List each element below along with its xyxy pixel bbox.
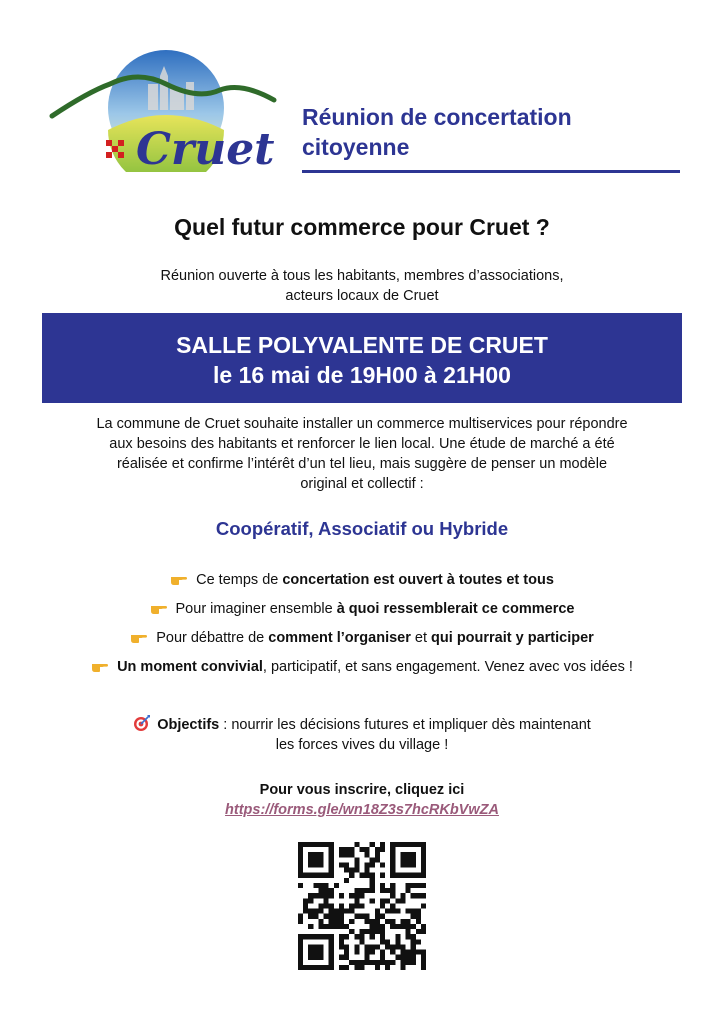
qr-module	[344, 924, 349, 929]
qr-module	[390, 924, 395, 929]
qr-module	[365, 873, 370, 878]
qr-module	[400, 944, 405, 949]
qr-module	[411, 960, 416, 965]
qr-module	[411, 934, 416, 939]
qr-module	[359, 939, 364, 944]
list-item	[0, 599, 724, 628]
qr-module	[370, 878, 375, 883]
qr-module	[349, 903, 354, 908]
qr-module	[339, 924, 344, 929]
qr-module	[421, 955, 426, 960]
qr-module	[406, 909, 411, 914]
qr-module	[365, 929, 370, 934]
point-text-bold: Un moment convivial	[117, 659, 263, 675]
qr-module	[390, 960, 395, 965]
qr-module	[400, 955, 405, 960]
qr-module	[395, 924, 400, 929]
qr-module	[359, 873, 364, 878]
qr-code[interactable]	[298, 842, 426, 970]
venue-name: SALLE POLYVALENTE DE CRUET	[176, 332, 548, 358]
qr-module	[359, 934, 364, 939]
qr-module	[349, 847, 354, 852]
qr-module	[395, 955, 400, 960]
subtitle-line1: Réunion ouverte à tous les habitants, membres d’associations,	[160, 268, 564, 284]
qr-module	[411, 909, 416, 914]
qr-module	[359, 960, 364, 965]
qr-module	[375, 847, 380, 852]
qr-module	[324, 888, 329, 893]
qr-module	[365, 960, 370, 965]
qr-module	[318, 888, 323, 893]
qr-module	[359, 893, 364, 898]
qr-module	[339, 934, 344, 939]
subtitle-line2: acteurs locaux de Cruet	[285, 288, 439, 304]
qr-module	[334, 909, 339, 914]
qr-module	[416, 919, 421, 924]
point-text: Pour débattre de	[156, 630, 269, 646]
qr-module	[329, 914, 334, 919]
qr-module	[329, 903, 334, 908]
register-link[interactable]: https://forms.gle/wn18Z3s7hcRKbVwZA	[225, 802, 499, 818]
qr-module	[298, 914, 303, 919]
qr-module	[385, 909, 390, 914]
qr-module	[365, 852, 370, 857]
qr-module	[354, 857, 359, 862]
qr-module	[406, 929, 411, 934]
qr-module	[406, 934, 411, 939]
list-item	[0, 657, 724, 686]
qr-module	[313, 909, 318, 914]
qr-module	[380, 950, 385, 955]
qr-module	[421, 893, 426, 898]
qr-module	[370, 919, 375, 924]
qr-module	[344, 909, 349, 914]
cruet-logo	[48, 40, 278, 172]
qr-module	[395, 939, 400, 944]
qr-module	[375, 944, 380, 949]
qr-module	[380, 873, 385, 878]
qr-module	[313, 893, 318, 898]
qr-module	[339, 955, 344, 960]
qr-module	[303, 903, 308, 908]
qr-module	[303, 898, 308, 903]
qr-module	[334, 883, 339, 888]
qr-module	[354, 903, 359, 908]
qr-module	[349, 919, 354, 924]
qr-module	[359, 914, 364, 919]
qr-module	[395, 909, 400, 914]
qr-module	[385, 939, 390, 944]
qr-module	[375, 965, 380, 970]
qr-module	[370, 898, 375, 903]
point-text: et	[410, 630, 432, 646]
qr-module	[375, 960, 380, 965]
qr-module	[390, 944, 395, 949]
qr-module	[329, 909, 334, 914]
qr-module	[359, 929, 364, 934]
qr-module	[390, 893, 395, 898]
qr-module	[406, 883, 411, 888]
qr-module	[318, 893, 323, 898]
qr-module	[365, 868, 370, 873]
qr-module	[411, 893, 416, 898]
qr-module	[406, 960, 411, 965]
qr-module	[390, 903, 395, 908]
qr-module	[334, 919, 339, 924]
qr-module	[354, 893, 359, 898]
qr-module	[354, 868, 359, 873]
qr-module	[411, 924, 416, 929]
qr-module	[344, 934, 349, 939]
qr-module	[339, 944, 344, 949]
qr-module	[308, 924, 313, 929]
qr-module	[313, 883, 318, 888]
header-title-line1: Réunion de concertation	[302, 104, 572, 130]
qr-module	[380, 898, 385, 903]
qr-module	[390, 888, 395, 893]
qr-module	[385, 919, 390, 924]
list-item	[0, 628, 724, 657]
qr-module	[380, 914, 385, 919]
qr-module	[406, 919, 411, 924]
intro-line: original et collectif :	[300, 476, 424, 492]
objectives-text: : nourrir les décisions futures et impliquer dès maintenant	[219, 717, 591, 733]
qr-module	[380, 842, 385, 847]
qr-module	[313, 914, 318, 919]
qr-module	[344, 868, 349, 873]
qr-module	[400, 898, 405, 903]
qr-module	[390, 950, 395, 955]
qr-module	[339, 862, 344, 867]
qr-module	[411, 955, 416, 960]
pointing-hand-icon	[150, 601, 168, 615]
qr-module	[349, 868, 354, 873]
objectives-line2: les forces vives du village !	[275, 737, 449, 753]
qr-module	[339, 965, 344, 970]
qr-module	[318, 924, 323, 929]
qr-module	[390, 909, 395, 914]
qr-module	[349, 852, 354, 857]
qr-module	[365, 919, 370, 924]
qr-module	[400, 960, 405, 965]
qr-module	[354, 934, 359, 939]
header-divider	[302, 170, 680, 173]
qr-module	[406, 924, 411, 929]
qr-module	[324, 924, 329, 929]
qr-module	[365, 914, 370, 919]
point-text-bold: à quoi ressemblerait ce commerce	[336, 601, 575, 617]
qr-module	[380, 955, 385, 960]
qr-module	[411, 950, 416, 955]
qr-module	[385, 898, 390, 903]
qr-module	[354, 914, 359, 919]
qr-module	[308, 909, 313, 914]
qr-module	[354, 944, 359, 949]
models-heading: Coopératif, Associatif ou Hybride	[215, 518, 509, 539]
qr-module	[421, 950, 426, 955]
qr-module	[416, 909, 421, 914]
qr-module	[400, 965, 405, 970]
qr-finder-core	[308, 852, 323, 867]
qr-module	[370, 950, 375, 955]
intro-line: La commune de Cruet souhaite installer un commerce multiservices pour répondre	[96, 416, 628, 432]
qr-module	[344, 944, 349, 949]
qr-module	[395, 934, 400, 939]
point-text-bold: concertation est ouvert à toutes et tous	[282, 572, 554, 588]
qr-module	[411, 883, 416, 888]
qr-module	[375, 914, 380, 919]
qr-module	[318, 883, 323, 888]
qr-module	[324, 914, 329, 919]
qr-module	[380, 847, 385, 852]
qr-module	[308, 893, 313, 898]
qr-module	[359, 847, 364, 852]
pointing-hand-icon	[130, 630, 148, 644]
qr-module	[370, 934, 375, 939]
intro-line: réalisée et confirme l’intérêt d’un tel lieu, mais suggère de penser un modèle	[116, 456, 608, 472]
qr-module	[406, 888, 411, 893]
pointing-hand-icon	[91, 659, 109, 673]
qr-finder-core	[400, 852, 415, 867]
qr-module	[421, 903, 426, 908]
qr-module	[370, 929, 375, 934]
qr-module	[365, 862, 370, 867]
qr-module	[344, 878, 349, 883]
objectives	[0, 714, 724, 755]
qr-module	[395, 944, 400, 949]
qr-module	[329, 888, 334, 893]
qr-module	[380, 960, 385, 965]
qr-module	[324, 893, 329, 898]
header-title	[302, 102, 682, 162]
qr-module	[375, 852, 380, 857]
qr-module	[421, 960, 426, 965]
qr-module	[318, 903, 323, 908]
qr-module	[390, 883, 395, 888]
qr-module	[318, 909, 323, 914]
qr-module	[395, 898, 400, 903]
qr-module	[416, 883, 421, 888]
qr-module	[324, 903, 329, 908]
register-label: Pour vous inscrire, cliquez ici	[259, 782, 465, 798]
qr-module	[359, 888, 364, 893]
qr-module	[359, 903, 364, 908]
intro-paragraph	[40, 414, 684, 494]
qr-module	[380, 924, 385, 929]
qr-module	[344, 965, 349, 970]
qr-module	[349, 873, 354, 878]
qr-module	[370, 924, 375, 929]
header-title-line2: citoyenne	[302, 134, 410, 160]
qr-module	[406, 955, 411, 960]
point-text-bold: qui pourrait y participer	[431, 630, 594, 646]
qr-module	[354, 862, 359, 867]
qr-module	[349, 909, 354, 914]
qr-module	[375, 929, 380, 934]
qr-module	[411, 914, 416, 919]
qr-module	[400, 919, 405, 924]
event-date: le 16 mai de 19H00 à 21H00	[213, 362, 511, 388]
qr-module	[339, 919, 344, 924]
qr-module	[400, 950, 405, 955]
qr-module	[365, 847, 370, 852]
qr-module	[416, 950, 421, 955]
intro-line: aux besoins des habitants et renforcer le lien local. Une étude de marché a été	[109, 436, 615, 452]
qr-module	[385, 888, 390, 893]
qr-module	[354, 950, 359, 955]
qr-module	[339, 893, 344, 898]
qr-module	[406, 950, 411, 955]
qr-module	[370, 862, 375, 867]
qr-module	[334, 924, 339, 929]
qr-module	[375, 924, 380, 929]
qr-module	[349, 893, 354, 898]
qr-module	[354, 898, 359, 903]
objectives-label: Objectifs	[157, 717, 220, 733]
qr-module	[370, 960, 375, 965]
qr-module	[354, 842, 359, 847]
qr-module	[370, 888, 375, 893]
qr-module	[416, 893, 421, 898]
qr-module	[421, 965, 426, 970]
qr-module	[390, 919, 395, 924]
qr-module	[365, 955, 370, 960]
qr-module	[365, 888, 370, 893]
qr-module	[318, 919, 323, 924]
qr-module	[380, 883, 385, 888]
qr-module	[329, 924, 334, 929]
qr-module	[370, 873, 375, 878]
qr-module	[411, 939, 416, 944]
qr-module	[324, 898, 329, 903]
qr-module	[303, 909, 308, 914]
qr-module	[339, 939, 344, 944]
qr-module	[298, 919, 303, 924]
point-text: Pour imaginer ensemble	[175, 601, 337, 617]
qr-module	[349, 960, 354, 965]
qr-finder-core	[308, 944, 323, 959]
qr-module	[354, 888, 359, 893]
subtitle	[0, 266, 724, 306]
point-text: , participatif, et sans engagement. Venez avec vos idées !	[262, 659, 633, 675]
qr-module	[339, 903, 344, 908]
qr-module	[385, 944, 390, 949]
qr-module	[370, 857, 375, 862]
qr-module	[380, 862, 385, 867]
qr-module	[349, 929, 354, 934]
qr-module	[334, 914, 339, 919]
qr-module	[344, 852, 349, 857]
qr-module	[421, 883, 426, 888]
qr-module	[380, 888, 385, 893]
qr-module	[339, 852, 344, 857]
qr-module	[385, 965, 390, 970]
qr-module	[365, 950, 370, 955]
qr-module	[416, 914, 421, 919]
qr-module	[416, 939, 421, 944]
qr-module	[308, 898, 313, 903]
point-text-bold: comment l’organiser	[268, 630, 411, 646]
points-list	[0, 570, 724, 686]
qr-module	[421, 924, 426, 929]
point-text: Ce temps de	[196, 572, 283, 588]
qr-module	[370, 944, 375, 949]
qr-module	[380, 903, 385, 908]
qr-module	[421, 929, 426, 934]
qr-module	[375, 919, 380, 924]
qr-module	[380, 934, 385, 939]
qr-module	[339, 914, 344, 919]
qr-module	[308, 914, 313, 919]
objectives-line1	[0, 714, 724, 735]
qr-module	[370, 883, 375, 888]
qr-module	[344, 950, 349, 955]
qr-module	[354, 960, 359, 965]
qr-module	[375, 909, 380, 914]
qr-module	[380, 939, 385, 944]
qr-module	[400, 893, 405, 898]
target-icon	[133, 714, 151, 732]
qr-module	[365, 944, 370, 949]
qr-module	[359, 965, 364, 970]
qr-module	[344, 847, 349, 852]
qr-module	[339, 847, 344, 852]
qr-module	[324, 883, 329, 888]
main-title: Quel futur commerce pour Cruet ?	[174, 214, 550, 240]
register-section	[0, 780, 724, 820]
qr-module	[354, 965, 359, 970]
qr-module	[416, 929, 421, 934]
qr-module	[298, 883, 303, 888]
pointing-hand-icon	[170, 572, 188, 586]
svg-text:Cruet: Cruet	[136, 124, 275, 172]
qr-module	[370, 842, 375, 847]
qr-module	[329, 893, 334, 898]
list-item	[0, 570, 724, 599]
qr-module	[411, 944, 416, 949]
qr-module	[375, 857, 380, 862]
qr-module	[339, 909, 344, 914]
qr-module	[385, 960, 390, 965]
qr-module	[344, 862, 349, 867]
qr-module	[344, 955, 349, 960]
qr-module	[329, 919, 334, 924]
qr-module	[400, 924, 405, 929]
venue-banner	[42, 313, 682, 403]
qr-module	[380, 929, 385, 934]
